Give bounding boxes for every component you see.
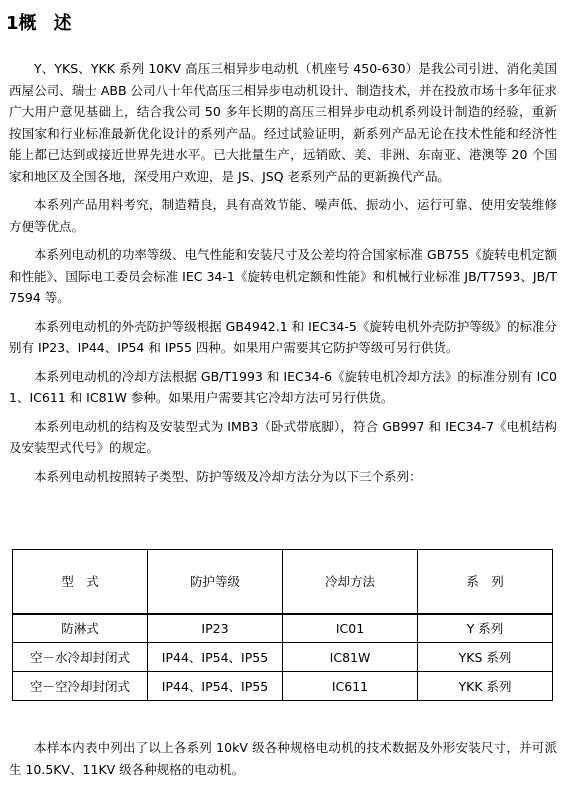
table-cell: 防淋式 [13, 614, 148, 643]
paragraph-series-intro: 本系列电动机按照转子类型、防护等级及冷却方法分为以下三个系列： [34, 468, 422, 484]
paragraph-mounting: 本系列电动机的结构及安装型式为 IMB3（卧式带底脚），符合 GB997 和 IEC34-7《电机结构及安装型式代号》的规定。 [9, 418, 557, 455]
paragraph-closing: 本样本内表中列出了以上各系列 10kV 级各种规格电动机的技术数据及外形安装尺寸，并可派生 10.5KV、11KV 级各种规格的电动机。 [9, 740, 557, 777]
section-title-char-2: 述 [53, 13, 73, 34]
series-table [12, 549, 553, 701]
header-series: 系 列 [418, 550, 553, 614]
table-cell: IC81W [283, 643, 418, 672]
closing-text [9, 737, 557, 787]
table-cell: IP44、IP54、IP55 [148, 672, 283, 701]
header-cooling: 冷却方法 [283, 550, 418, 614]
table-cell: IC611 [283, 672, 418, 701]
paragraph-advantages: 本系列产品用料考究，制造精良，具有高效节能、噪声低、振动小、运行可靠、使用安装维修方便等优点。 [9, 197, 557, 234]
table-cell: IC01 [283, 614, 418, 643]
paragraph-protection: 本系列电动机的外壳防护等级根据 GB4942.1 和 IEC34-5《旋转电机外壳防护等级》的标准分别有 IP23、IP44、IP54 和 IP55 四种。如果用户需要其它防护等级可另行供货。 [9, 318, 557, 355]
table-cell: 空－水冷却封闭式 [13, 643, 148, 672]
section-number: 1 [6, 13, 19, 34]
table-cell: 空－空冷却封闭式 [13, 672, 148, 701]
paragraph-standards: 本系列电动机的功率等级、电气性能和安装尺寸及公差均符合国家标准 GB755《旋转电机定额和性能》、国际电工委员会标准 IEC 34-1《旋转电机定额和性能》和机械行业标准 JB/T7593、JB/T7594 等。 [9, 247, 557, 305]
table-cell: YKK 系列 [418, 672, 553, 701]
table-cell: IP23 [148, 614, 283, 643]
paragraph-cooling: 本系列电动机的冷却方法根据 GB/T1993 和 IEC34-6《旋转电机冷却方法》的标准分别有 IC01、IC611 和 IC81W 参种。如果用户需要其它冷却方法可另行供货。 [9, 368, 557, 405]
table-row [13, 643, 553, 672]
section-heading [6, 9, 73, 35]
table-row [13, 614, 553, 643]
table-cell: YKS 系列 [418, 643, 553, 672]
table-row [13, 672, 553, 701]
table-cell: IP44、IP54、IP55 [148, 643, 283, 672]
table-header-row [13, 550, 553, 614]
paragraph-introduction: Y、YKS、YKK 系列 10KV 高压三相异步电动机（机座号 450-630）是我公司引进、消化美国西屋公司、瑞士 ABB 公司八十年代高压三相异步电动机设计、制造技术，并在投放市场十多年征求广大用户意见基础上，结合我公司 50 多年长期的高压三相异步电动机系列设计制造的经验，重新按国家和行业标准最新优化设计的系列产品。经过试验证明，新系列产品无论在技术性能和经济性能上都已达到或接近世界先进水平。已大批量生产，远销欧、美、非洲、东南亚、港澳等 20 个国家和地区及全国各地，深受用户欢迎，是 JS、JSQ 老系列产品的更新换代产品。 [9, 61, 557, 184]
body-text [9, 58, 557, 494]
header-protection: 防护等级 [148, 550, 283, 614]
table-cell: Y 系列 [418, 614, 553, 643]
section-title-char-1: 概 [18, 13, 38, 34]
header-type: 型 式 [13, 550, 148, 614]
